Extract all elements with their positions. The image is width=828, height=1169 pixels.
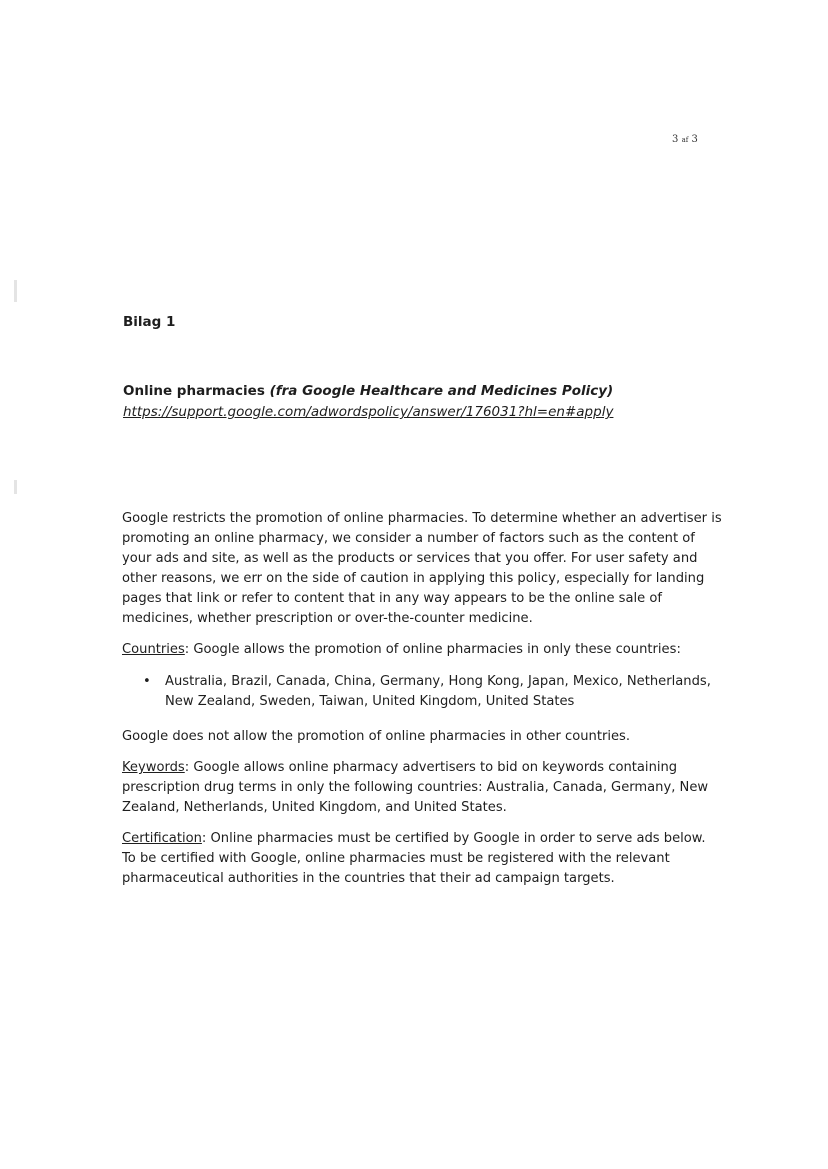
certification-paragraph [122, 829, 722, 889]
keywords-paragraph [122, 758, 722, 818]
countries-text: : Google allows the promotion of online pharmacies in only these countries: [184, 642, 681, 657]
countries-label: Countries [122, 642, 185, 657]
page-number-total: 3 [691, 134, 698, 145]
scan-edge-mark [14, 280, 17, 302]
page-number-of: af [681, 136, 689, 144]
certification-text: : Online pharmacies must be certified by Google in order to serve ads below. To be certified with Google, online pharmacies must be registered with the relevant pharmaceutical authorities in the countries that their ad campaign targets. [122, 831, 706, 886]
section-heading [123, 381, 723, 421]
certification-label: Certification [122, 831, 202, 846]
section-title [123, 381, 723, 401]
section-title-source: (fra Google Healthcare and Medicines Policy) [269, 383, 614, 399]
page-number-current: 3 [672, 134, 679, 145]
policy-link[interactable]: https://support.google.com/adwordspolicy/answer/176031?hl=en#apply [123, 404, 614, 420]
keywords-text: : Google allows online pharmacy advertisers to bid on keywords containing prescription drug terms in only the following countries: Australia, Canada, Germany, New Zealand, Netherlands, United Kingdom, and United States. [122, 760, 709, 815]
scan-edge-mark [14, 480, 17, 494]
countries-paragraph [122, 640, 722, 660]
countries-list [122, 672, 722, 712]
section-title-main: Online pharmacies [123, 383, 265, 399]
bilag-heading: Bilag 1 [123, 314, 176, 330]
policy-body [122, 509, 722, 900]
other-countries-paragraph: Google does not allow the promotion of online pharmacies in other countries. [122, 729, 631, 744]
intro-paragraph: Google restricts the promotion of online pharmacies. To determine whether an advertiser is promoting an online pharmacy, we consider a number of factors such as the content of your ads and site, as well as the products or services that you offer. For user safety and other reasons, we err on the side of caution in applying this policy, especially for landing pages that link or refer to content that in any way appears to be the online sale of medicines, whether prescription or over-the-counter medicine. [122, 511, 722, 626]
list-item: • Australia, Brazil, Canada, China, Germany, Hong Kong, Japan, Mexico, Netherlands, New Zealand, Sweden, Taiwan, United Kingdom, United States [165, 672, 722, 712]
keywords-label: Keywords [122, 760, 185, 775]
page-number [672, 134, 698, 145]
